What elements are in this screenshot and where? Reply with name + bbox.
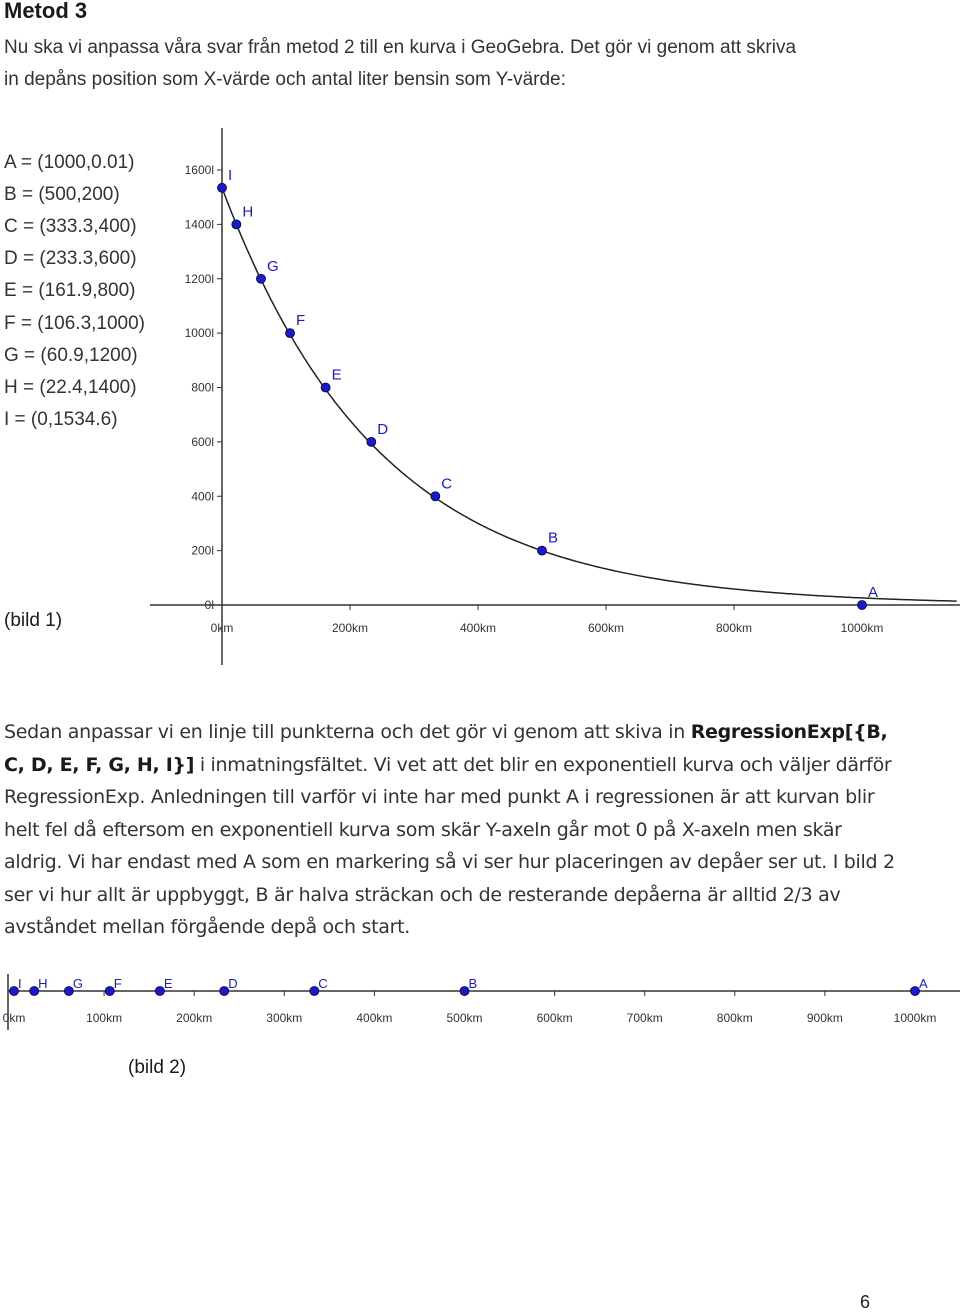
y-tick-label: 0l (204, 598, 214, 612)
coordinate-c: C = (333.3,400) (4, 216, 137, 237)
y-tick-label: 1000l (184, 326, 214, 341)
intro-line-1: Nu ska vi anpassa våra svar från metod 2 till en kurva i GeoGebra. Det gör vi genom att skriva (4, 37, 797, 58)
y-tick-label: 600l (191, 434, 214, 449)
point-label-a: A (868, 583, 879, 601)
caption-bild-1: (bild 1) (4, 610, 63, 631)
x-tick-label: 800km (716, 1011, 753, 1025)
x-tick-label: 700km (626, 1011, 663, 1025)
coordinate-i: I = (0,1534.6) (4, 409, 118, 430)
x-tick-label: 200km (176, 1011, 213, 1025)
x-tick-label: 500km (446, 1011, 483, 1025)
y-tick-label: 1400l (184, 217, 214, 232)
point-label-h: H (242, 203, 254, 221)
depot-label-i: I (18, 976, 22, 991)
y-tick-label: 200l (191, 543, 214, 558)
x-tick-label: 400km (356, 1011, 393, 1025)
intro-line-2: in depåns position som X-värde och antal liter bensin som Y-värde: (4, 69, 566, 90)
x-tick-label: 300km (266, 1011, 303, 1025)
data-point-b (538, 546, 547, 555)
data-point-c (431, 492, 440, 501)
data-point-h (232, 220, 241, 229)
data-point-f (286, 329, 295, 338)
x-tick-label: 900km (806, 1011, 843, 1025)
depot-label-a: A (919, 976, 928, 991)
depot-label-b: B (468, 976, 478, 991)
intro-text (4, 32, 904, 96)
depot-label-d: D (228, 976, 238, 991)
x-tick-label: 200km (331, 621, 369, 635)
regression-curve (222, 188, 957, 601)
data-point-i (218, 183, 227, 192)
data-point-d (367, 437, 376, 446)
coordinate-e: E = (161.9,800) (4, 280, 136, 301)
x-tick-label: 1000km (893, 1011, 937, 1025)
depot-label-g: G (72, 976, 83, 991)
x-tick-label: 600km (587, 621, 625, 635)
x-tick-label: 0km (2, 1011, 26, 1025)
point-label-d: D (377, 420, 389, 438)
data-point-g (256, 274, 265, 283)
coordinate-b: B = (500,200) (4, 184, 120, 205)
x-tick-label: 800km (715, 621, 753, 635)
page-number: 6 (860, 1292, 871, 1312)
section-heading: Metod 3 (4, 0, 88, 23)
depot-label-f: F (113, 976, 122, 991)
depot-label-e: E (163, 976, 173, 991)
regression-command: RegressionExp[{B, C, D, E, F, G, H, I}] (4, 721, 888, 776)
data-point-e (321, 383, 330, 392)
point-label-i: I (228, 166, 233, 184)
x-tick-label: 400km (459, 621, 497, 635)
paragraph-part-1: Sedan anpassar vi en linje till punkterna och det gör vi genom att skiva in (4, 721, 691, 743)
coordinate-d: D = (233.3,600) (4, 248, 137, 269)
data-point-a (858, 600, 867, 609)
coordinate-h: H = (22.4,1400) (4, 377, 137, 398)
depot-label-c: C (318, 976, 328, 991)
y-tick-label: 400l (191, 489, 214, 504)
depot-label-h: H (38, 976, 48, 991)
coordinate-g: G = (60.9,1200) (4, 345, 138, 366)
x-tick-label: 0km (210, 621, 234, 635)
regression-chart (150, 120, 960, 670)
coordinate-f: F = (106.3,1000) (4, 313, 146, 334)
y-tick-label: 800l (191, 380, 214, 395)
explanation-paragraph (4, 716, 904, 944)
caption-bild-2: (bild 2) (128, 1057, 187, 1078)
point-label-g: G (266, 257, 279, 275)
x-tick-label: 600km (536, 1011, 573, 1025)
coordinate-a: A = (1000,0.01) (4, 152, 135, 173)
x-tick-label: 100km (86, 1011, 123, 1025)
point-label-e: E (331, 366, 342, 384)
point-label-f: F (296, 312, 306, 330)
x-tick-label: 1000km (840, 621, 884, 635)
y-tick-label: 1600l (184, 163, 214, 177)
y-tick-label: 1200l (184, 271, 214, 286)
point-label-c: C (441, 475, 453, 493)
depot-number-line (0, 968, 960, 1038)
point-label-b: B (548, 529, 559, 547)
paragraph-part-2: i inmatningsfältet. Vi vet att det blir en exponentiell kurva och väljer därför RegressionExp. Anledningen till varför vi inte har med punkt A i regressionen är att kurvan blir helt fel då eftersom en exponentiell kurva som skär Y-axeln går mot 0 på X-axeln men skär aldrig. Vi har endast med A som en markering så vi ser hur placeringen av depåer ser ut. I bild 2 ser vi hur allt är uppbyggt, B är halva sträckan och de resterande depåerna är alltid 2/3 av avståndet mellan förgående depå och start. (4, 753, 895, 938)
